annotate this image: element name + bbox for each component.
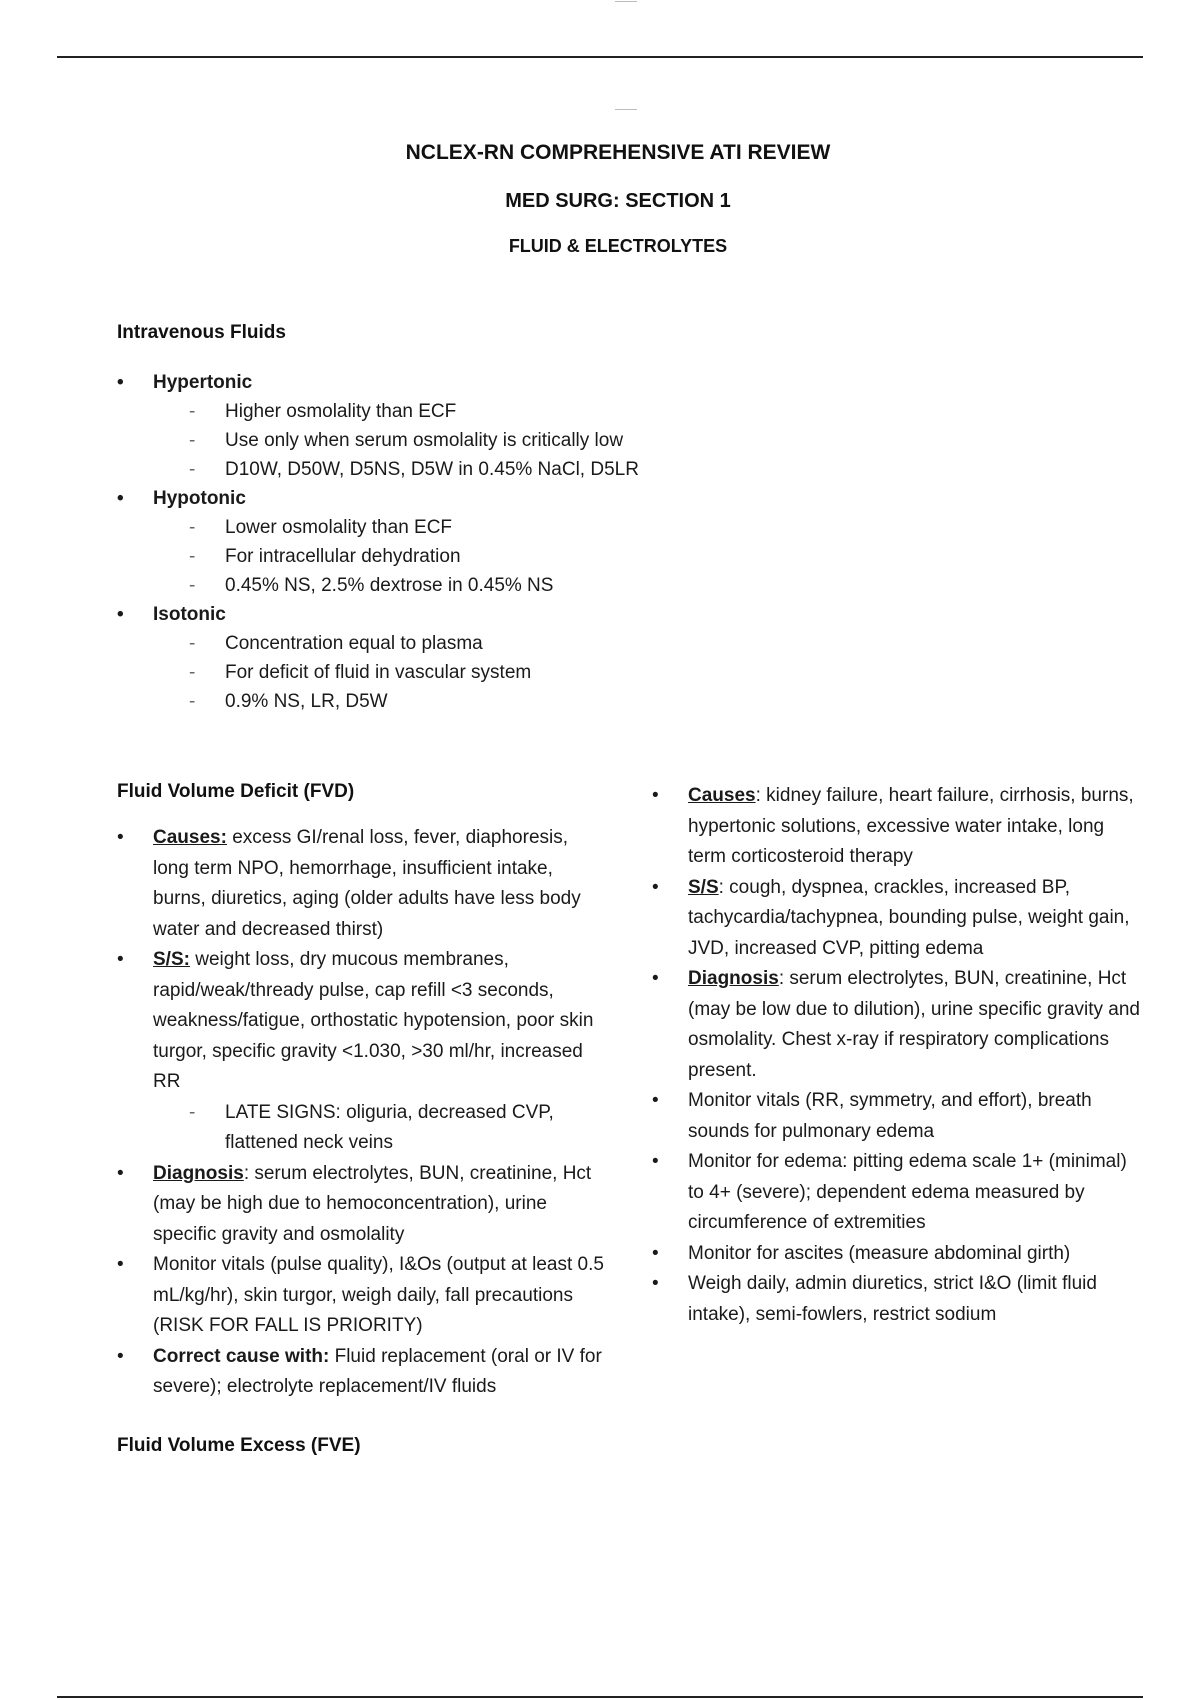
list-item	[117, 455, 817, 484]
list-item	[117, 1250, 607, 1342]
dash-icon: -	[189, 691, 196, 712]
list-item	[117, 484, 817, 513]
monitor-ascites-text: Monitor for ascites (measure abdominal girth)	[688, 1242, 1071, 1264]
bullet-icon: •	[117, 372, 124, 393]
late-signs-text: LATE SIGNS: oliguria, decreased CVP, flattened neck veins	[225, 1101, 554, 1153]
list-item	[117, 426, 817, 455]
list-item	[117, 600, 817, 629]
list-item	[117, 1159, 607, 1251]
bullet-icon: •	[652, 1151, 659, 1172]
dash-icon: -	[189, 575, 196, 596]
late-signs	[117, 1098, 607, 1159]
bullet-icon: •	[117, 488, 124, 509]
causes-label: Causes	[688, 785, 756, 806]
list-item	[117, 368, 817, 397]
document-title: NCLEX-RN COMPREHENSIVE ATI REVIEW	[405, 141, 831, 164]
list-item	[652, 1147, 1142, 1239]
list-item	[117, 513, 817, 542]
monitor-text: Monitor vitals (pulse quality), I&Os (output at least 0.5 mL/kg/hr), skin turgor, weigh daily, fall precautions (RISK FOR FALL IS PRIORITY)	[153, 1254, 604, 1336]
bullet-icon: •	[117, 1162, 124, 1184]
bullet-icon: •	[117, 949, 124, 970]
list-item	[117, 542, 817, 571]
iv-point: Use only when serum osmolality is critically low	[225, 430, 624, 451]
list-item	[652, 964, 1142, 1086]
diagnosis-text: : serum electrolytes, BUN, creatinine, Hct (may be low due to dilution), urine specific gravity and osmolality. Chest x-ray if respiratory complications present.	[688, 968, 1141, 1081]
list-item	[117, 397, 817, 426]
page-mark	[615, 109, 637, 110]
list-item	[117, 658, 817, 687]
diagnosis-label: Diagnosis	[153, 1162, 244, 1184]
iv-point: 0.45% NS, 2.5% dextrose in 0.45% NS	[225, 575, 554, 596]
dash-icon: -	[189, 546, 196, 567]
iv-type-hypertonic	[117, 368, 817, 484]
bullet-icon: •	[117, 1254, 124, 1275]
dash-icon: -	[189, 633, 196, 654]
header-rule	[57, 56, 1143, 58]
list-item	[117, 629, 817, 658]
iv-type-isotonic	[117, 600, 817, 716]
list-item	[652, 1086, 1142, 1147]
list-item	[652, 873, 1142, 965]
iv-point: Lower osmolality than ECF	[225, 517, 453, 538]
causes-text: excess GI/renal loss, fever, diaphoresis, long term NPO, hemorrhage, insufficient intake, burns, diuretics, aging (older adults have less body water and decreased thirst)	[153, 827, 581, 940]
ss-text: : cough, dyspnea, crackles, increased BP, tachycardia/tachypnea, bounding pulse, weight gain, JVD, increased CVP, pitting edema	[688, 876, 1130, 959]
bullet-icon: •	[652, 1242, 659, 1264]
monitor-edema-text: Monitor for edema: pitting edema scale 1+ (minimal) to 4+ (severe); dependent edema measured by circumference of extremities	[688, 1151, 1127, 1233]
bullet-icon: •	[117, 1345, 124, 1367]
correct-label: Correct cause with:	[153, 1345, 330, 1367]
dash-icon: -	[189, 459, 196, 480]
dash-icon: -	[189, 517, 196, 538]
diagnosis-label: Diagnosis	[688, 968, 779, 989]
list-item	[117, 687, 817, 716]
iv-fluids-heading: Intravenous Fluids	[117, 322, 286, 343]
iv-type-hypotonic	[117, 484, 817, 600]
bullet-icon: •	[117, 827, 124, 848]
page-top-mark	[615, 1, 637, 2]
dash-icon: -	[189, 1101, 196, 1123]
bullet-icon: •	[652, 785, 659, 806]
iv-type-name: Isotonic	[153, 604, 226, 625]
fve-heading: Fluid Volume Excess (FVE)	[117, 1435, 361, 1456]
iv-point: D10W, D50W, D5NS, D5W in 0.45% NaCl, D5LR	[225, 459, 639, 480]
bullet-icon: •	[652, 1090, 659, 1111]
list-item	[117, 945, 607, 1098]
list-item	[117, 823, 607, 945]
bullet-icon: •	[652, 876, 659, 898]
list-item	[117, 1342, 607, 1403]
iv-type-name: Hypertonic	[153, 372, 253, 393]
iv-fluids-list	[117, 368, 817, 716]
iv-point: For deficit of fluid in vascular system	[225, 662, 532, 683]
list-item	[117, 571, 817, 600]
bullet-icon: •	[117, 604, 124, 625]
fvd-heading: Fluid Volume Deficit (FVD)	[117, 781, 355, 802]
iv-point: Concentration equal to plasma	[225, 633, 483, 654]
diagnosis-text: : serum electrolytes, BUN, creatinine, Hct (may be high due to hemoconcentration), urine specific gravity and osmolality	[153, 1162, 592, 1245]
footer-rule	[57, 1696, 1143, 1698]
list-item	[652, 1239, 1142, 1270]
bullet-icon: •	[652, 1273, 659, 1294]
document-subtitle: MED SURG: SECTION 1	[505, 190, 731, 212]
bullet-icon: •	[652, 968, 659, 989]
dash-icon: -	[189, 662, 196, 683]
iv-type-name: Hypotonic	[153, 488, 246, 509]
causes-label: Causes:	[153, 827, 227, 848]
iv-point: For intracellular dehydration	[225, 546, 461, 567]
ss-label: S/S:	[153, 949, 190, 970]
dash-icon: -	[189, 430, 196, 451]
causes-text: : kidney failure, heart failure, cirrhosis, burns, hypertonic solutions, excessive water intake, long term corticosteroid therapy	[688, 785, 1134, 867]
monitor-vitals-text: Monitor vitals (RR, symmetry, and effort), breath sounds for pulmonary edema	[688, 1090, 1092, 1142]
fvd-list	[117, 823, 607, 1403]
fve-list	[652, 781, 1142, 1330]
iv-point: 0.9% NS, LR, D5W	[225, 691, 388, 712]
list-item	[652, 781, 1142, 873]
list-item	[652, 1269, 1142, 1330]
dash-icon: -	[189, 401, 196, 422]
ss-text: weight loss, dry mucous membranes, rapid/weak/thready pulse, cap refill <3 seconds, weakness/fatigue, orthostatic hypotension, poor skin turgor, specific gravity <1.030, >30 ml/hr, increased RR	[153, 949, 594, 1092]
ss-label: S/S	[688, 876, 719, 898]
section-title: FLUID & ELECTROLYTES	[508, 236, 728, 256]
iv-point: Higher osmolality than ECF	[225, 401, 457, 422]
correct-text: Fluid replacement (oral or IV for severe); electrolyte replacement/IV fluids	[153, 1345, 602, 1397]
weigh-text: Weigh daily, admin diuretics, strict I&O (limit fluid intake), semi-fowlers, restrict sodium	[688, 1273, 1097, 1325]
